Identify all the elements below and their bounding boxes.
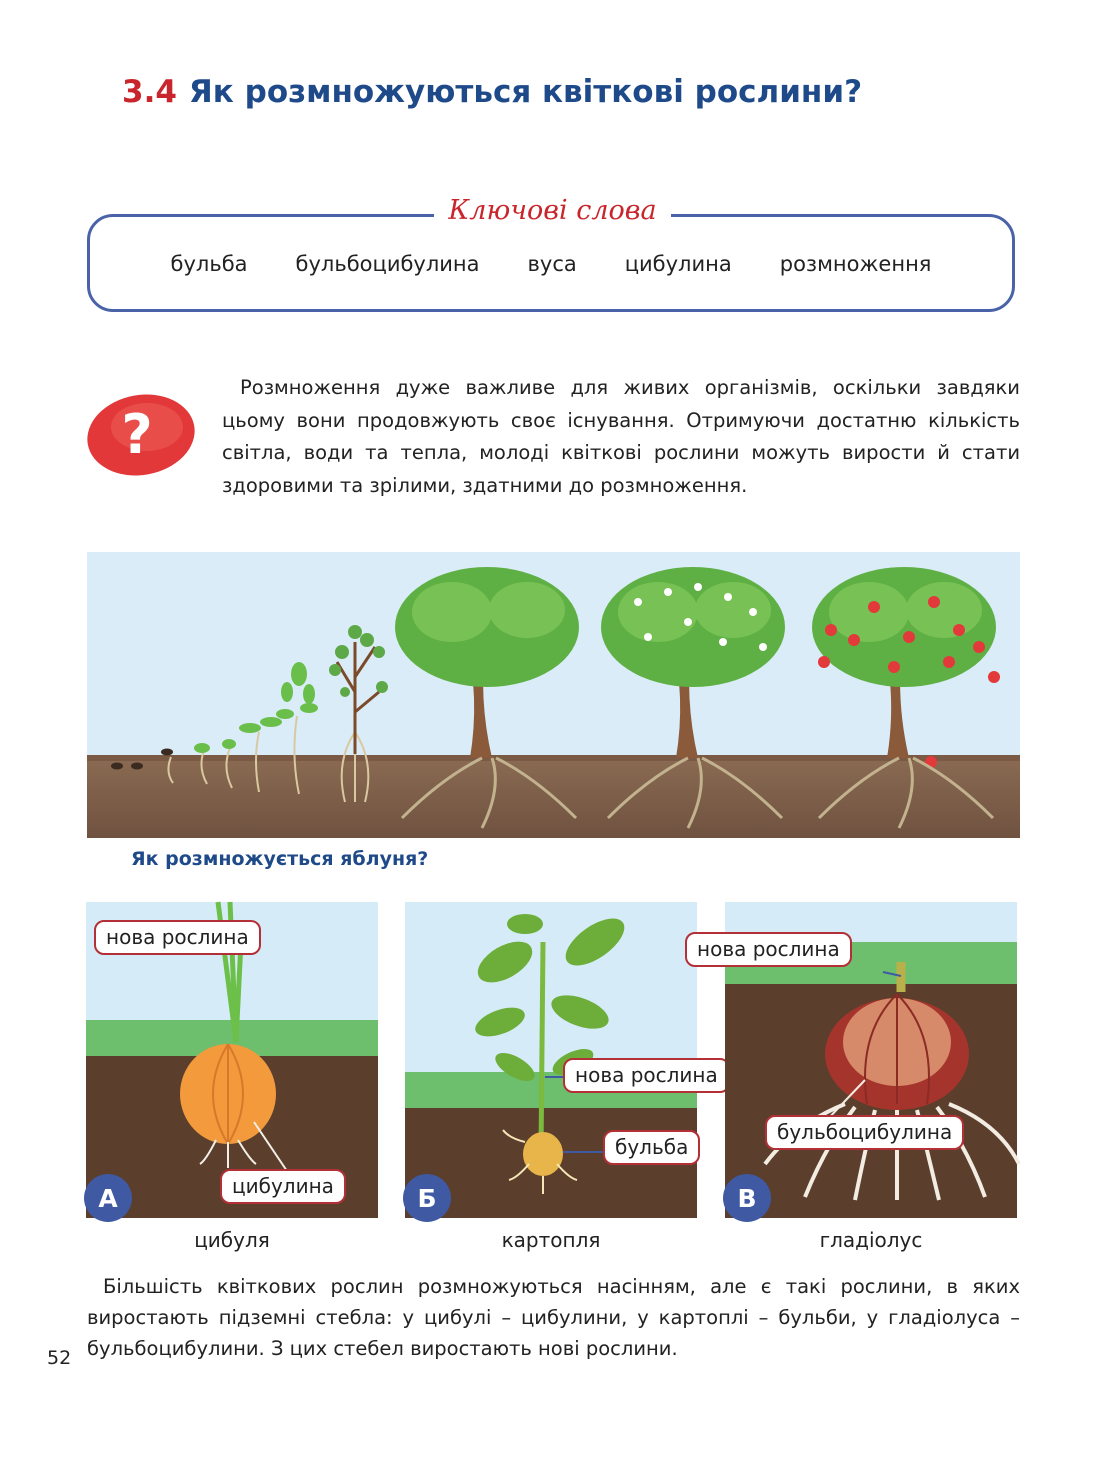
panel-letter-badge: Б xyxy=(403,1174,451,1222)
section-number: 3.4 xyxy=(122,74,177,110)
panel-caption-gladiolus: гладіолус xyxy=(819,1228,923,1252)
label-tuber: бульба xyxy=(603,1130,700,1165)
label-bulb: цибулина xyxy=(220,1169,346,1204)
apple-lifecycle-illustration xyxy=(87,552,1020,838)
label-new-plant: нова рослина xyxy=(563,1058,730,1093)
keyword: вуса xyxy=(527,252,577,276)
summary-paragraph: Більшість квіткових рослин розмножуються насінням, але є такі рослини, в яких виростають підземні стебла: у цибулі – цибулини, у картоплі – бульби, у гладіолуса – бульбоцибулини. З цих стебел виростають нові рослини. xyxy=(87,1275,1020,1360)
panel-caption-onion: цибуля xyxy=(194,1228,270,1252)
onion-panel xyxy=(86,902,378,1218)
question-mark-icon xyxy=(87,393,195,477)
intro-paragraph: Розмноження дуже важливе для живих організмів, оскільки завдяки цьому вони продовжують своє існування. Отримуючи достатню кількість світла, води та тепла, молоді квіткові рослини можуть вирости й стати здоровими та зрілими, здатними до розмноження. xyxy=(222,376,1020,497)
panel-letter-badge: А xyxy=(84,1174,132,1222)
scene-caption: Як розмножується яблуня? xyxy=(131,848,429,870)
keywords-list xyxy=(87,252,1015,276)
panel-letter-badge: В xyxy=(723,1174,771,1222)
keyword: розмноження xyxy=(779,252,932,276)
keyword: бульбоцибулина xyxy=(295,252,480,276)
keyword: бульба xyxy=(170,252,248,276)
keyword: цибулина xyxy=(624,252,732,276)
gladiolus-panel xyxy=(697,902,1017,1218)
section-title: Як розмножуються квіткові рослини? xyxy=(188,74,863,110)
keywords-title: Ключові слова xyxy=(0,195,1105,226)
label-corm: бульбоцибулина xyxy=(765,1115,964,1150)
label-new-plant: нова рослина xyxy=(685,932,852,967)
potato-panel xyxy=(405,902,718,1218)
panel-caption-potato: картопля xyxy=(501,1228,601,1252)
svg-text:?: ? xyxy=(121,403,153,466)
label-new-plant: нова рослина xyxy=(94,920,261,955)
page-title xyxy=(122,74,862,110)
page-number: 52 xyxy=(47,1347,72,1369)
